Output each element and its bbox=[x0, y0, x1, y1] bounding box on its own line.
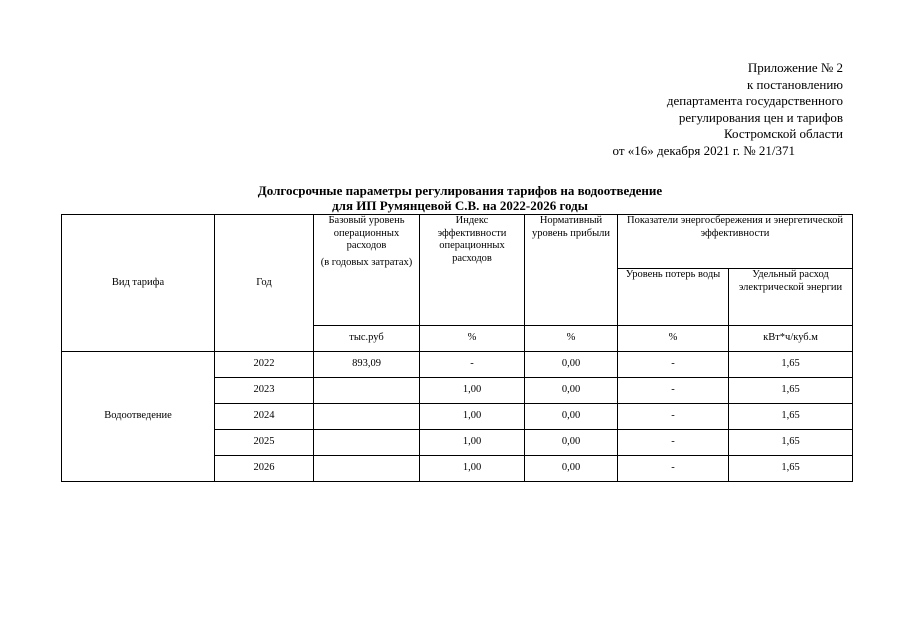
document-title-line1: Долгосрочные параметры регулирования тарифов на водоотведение bbox=[257, 183, 663, 198]
cell-efficiency-index: 1,00 bbox=[420, 378, 525, 404]
unit-specific-power: кВт*ч/куб.м bbox=[729, 326, 853, 352]
header-water-loss: Уровень потерь воды bbox=[618, 269, 729, 326]
cell-year: 2026 bbox=[215, 456, 314, 482]
cell-year: 2023 bbox=[215, 378, 314, 404]
unit-normative-profit: % bbox=[525, 326, 618, 352]
cell-specific-power: 1,65 bbox=[729, 378, 853, 404]
appendix-ref-department: департамента государственного bbox=[666, 93, 843, 109]
cell-normative-profit: 0,00 bbox=[525, 352, 618, 378]
cell-base-level bbox=[314, 456, 420, 482]
header-energy-group: Показатели энергосбережения и энергетической эффективности bbox=[618, 215, 853, 269]
cell-normative-profit: 0,00 bbox=[525, 404, 618, 430]
cell-water-loss: - bbox=[618, 378, 729, 404]
table-row bbox=[62, 352, 853, 378]
header-base-level bbox=[314, 215, 420, 326]
cell-water-loss: - bbox=[618, 404, 729, 430]
header-year: Год bbox=[215, 215, 314, 352]
appendix-ref-regulation: регулирования цен и тарифов bbox=[678, 109, 843, 125]
cell-normative-profit: 0,00 bbox=[525, 378, 618, 404]
cell-efficiency-index: 1,00 bbox=[420, 456, 525, 482]
cell-specific-power: 1,65 bbox=[729, 352, 853, 378]
header-efficiency-index: Индекс эффективности операционных расходов bbox=[420, 215, 525, 326]
appendix-block bbox=[503, 60, 843, 160]
cell-water-loss: - bbox=[618, 352, 729, 378]
cell-specific-power: 1,65 bbox=[729, 456, 853, 482]
header-normative-profit: Нормативный уровень прибыли bbox=[525, 215, 618, 326]
cell-specific-power: 1,65 bbox=[729, 430, 853, 456]
document-title-line2: для ИП Румянцевой С.В. на 2022-2026 годы bbox=[332, 198, 588, 213]
cell-water-loss: - bbox=[618, 430, 729, 456]
cell-base-level bbox=[314, 430, 420, 456]
cell-efficiency-index: - bbox=[420, 352, 525, 378]
cell-base-level bbox=[314, 378, 420, 404]
appendix-ref-decree: к постановлению bbox=[746, 76, 843, 92]
cell-base-level bbox=[314, 404, 420, 430]
header-specific-power: Удельный расход электрической энергии bbox=[729, 269, 853, 326]
unit-water-loss: % bbox=[618, 326, 729, 352]
tariff-parameters-table bbox=[61, 214, 853, 482]
appendix-number: Приложение № 2 bbox=[747, 60, 843, 75]
cell-normative-profit: 0,00 bbox=[525, 430, 618, 456]
cell-efficiency-index: 1,00 bbox=[420, 430, 525, 456]
cell-year: 2024 bbox=[215, 404, 314, 430]
header-base-level-main: Базовый уровень операционных расходов bbox=[328, 215, 405, 251]
cell-year: 2025 bbox=[215, 430, 314, 456]
appendix-ref-region: Костромской области bbox=[723, 126, 843, 142]
cell-efficiency-index: 1,00 bbox=[420, 404, 525, 430]
cell-normative-profit: 0,00 bbox=[525, 456, 618, 482]
cell-year: 2022 bbox=[215, 352, 314, 378]
document-title bbox=[160, 183, 760, 213]
header-tariff-type: Вид тарифа bbox=[62, 215, 215, 352]
cell-water-loss: - bbox=[618, 456, 729, 482]
cell-specific-power: 1,65 bbox=[729, 404, 853, 430]
cell-base-level: 893,09 bbox=[314, 352, 420, 378]
unit-base-level: тыс.руб bbox=[314, 326, 420, 352]
header-base-level-note: (в годовых затратах) bbox=[320, 256, 413, 268]
header-row-1 bbox=[62, 215, 853, 269]
unit-efficiency-index: % bbox=[420, 326, 525, 352]
appendix-date: от «16» декабря 2021 г. № 21/371 bbox=[612, 142, 795, 158]
tariff-name-cell: Водоотведение bbox=[62, 352, 215, 482]
